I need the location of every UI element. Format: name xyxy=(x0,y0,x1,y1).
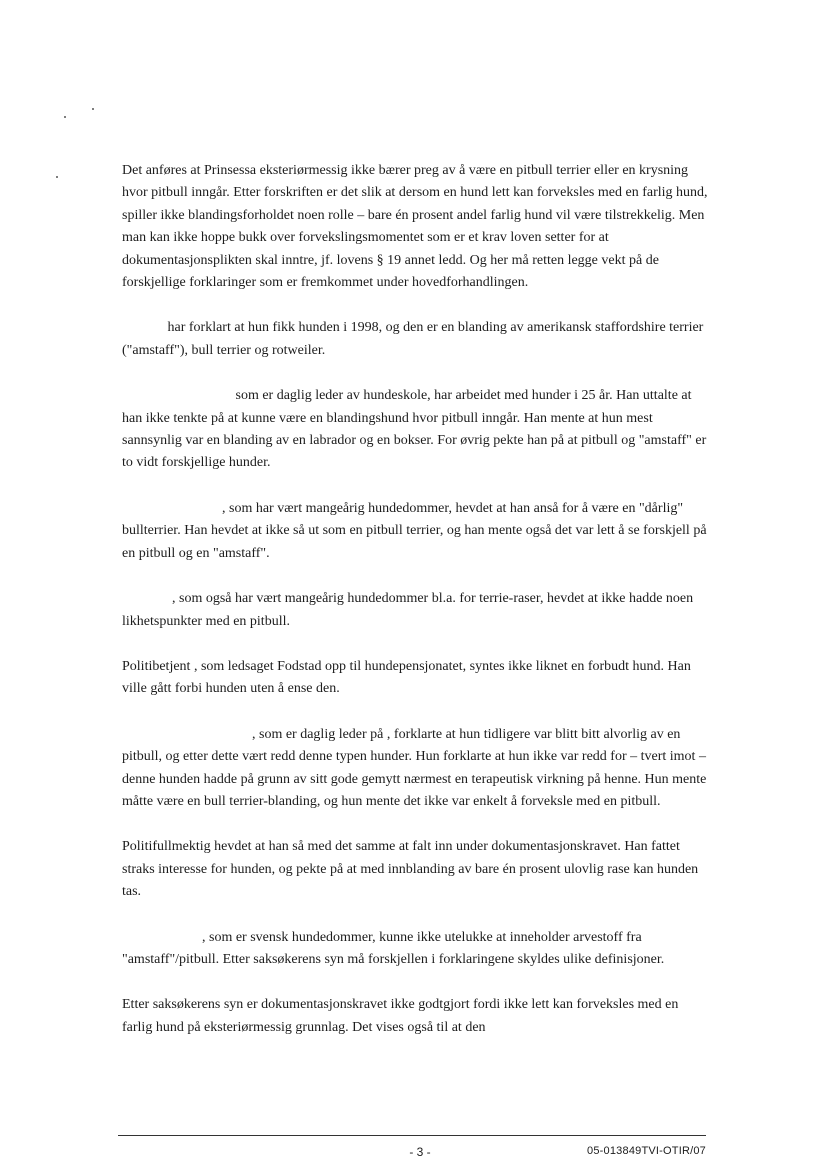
case-number: 05-013849TVI-OTIR/07 xyxy=(587,1145,706,1157)
scan-speck xyxy=(64,116,66,118)
paragraph-owner-statement: har forklart at hun fikk hunden i 1998, og den er en blanding av amerikansk staffordshire terrier ("amstaff"), bull terrier og rotweiler. xyxy=(122,320,704,358)
paragraph-swedish-judge: , som er svensk hundedommer, kunne ikke utelukke at inneholder arvestoff fra "amstaff"/pitbull. Etter saksøkerens syn må forskjellen i forklaringene skyldes ulike definisjoner. xyxy=(122,929,665,967)
footer-rule xyxy=(118,1135,706,1136)
paragraph-dog-judge-1: , som har vært mangeårig hundedommer, hevdet at han anså for å være en "dårlig" bullterrier. Han hevdet at ikke så ut som en pitbull terrier, og han mente også det var lett å se forskjell på en pitbull og en "amstaff". xyxy=(122,500,707,561)
paragraph-dog-judge-2: , som også har vært mangeårig hundedommer bl.a. for terrie-raser, hevdet at ikke hadde noen likhetspunkter med en pitbull. xyxy=(122,591,694,629)
paragraph-plaintiff-view: Etter saksøkerens syn er dokumentasjonskravet ikke godtgjort fordi ikke lett kan forveksles med en farlig hund på eksteriørmessig grunnlag. Det vises også til at den xyxy=(122,997,679,1035)
paragraph-argument: Det anføres at Prinsessa eksteriørmessig ikke bærer preg av å være en pitbull terrier eller en krysning hvor pitbull inngår. Etter forskriften er det slik at dersom en hund lett kan forveksles med en farlig hund, spiller ikke blandingsforholdet noen rolle – bare én prosent andel farlig hund vil være tilstrekkelig. Men man kan ikke hoppe bukk over forvekslingsmomentet som er et krav loven setter for at dokumentasjonsplikten skal inntre, jf. lovens § 19 annet ledd. Og her må retten legge vekt på de forskjellige forklaringer som er fremkommet under hovedforhandlingen. xyxy=(122,163,708,291)
scan-speck xyxy=(56,176,58,178)
paragraph-police-attorney: Politifullmektig hevdet at han så med det samme at falt inn under dokumentasjonskravet. Han fattet straks interesse for hunden, og pekte på at med innblanding av bare én prosent ulovlig rase kan hunden tas. xyxy=(122,839,699,900)
document-body xyxy=(122,160,712,1062)
scan-speck xyxy=(92,108,94,110)
page-number: - 3 - xyxy=(409,1145,431,1159)
paragraph-dog-school-leader: som er daglig leder av hundeskole, har arbeidet med hunder i 25 år. Han uttalte at han ikke tenkte på at kunne være en blandingshund hvor pitbull inngår. Han mente at hun mest sannsynlig var en blanding av en labrador og en bokser. For øvrig pekte han på at pitbull og "amstaff" er to vidt forskjellige hunder. xyxy=(122,388,707,471)
paragraph-kennel-leader: , som er daglig leder på , forklarte at hun tidligere var blitt bitt alvorlig av en pitbull, og etter dette vært redd denne typen hunder. Hun forklarte at hun ikke var redd for – tvert imot –denne hunden hadde på grunn av sitt gode gemytt nærmest en terapeutisk virkning på henne. Hun mente måtte være en bull terrier-blanding, og hun mente det ikke var enkelt å forveksle med en pitbull. xyxy=(122,726,707,809)
paragraph-police-officer: Politibetjent , som ledsaget Fodstad opp til hundepensjonatet, syntes ikke liknet en forbudt hund. Han ville gått forbi hunden uten å ense den. xyxy=(122,658,691,697)
